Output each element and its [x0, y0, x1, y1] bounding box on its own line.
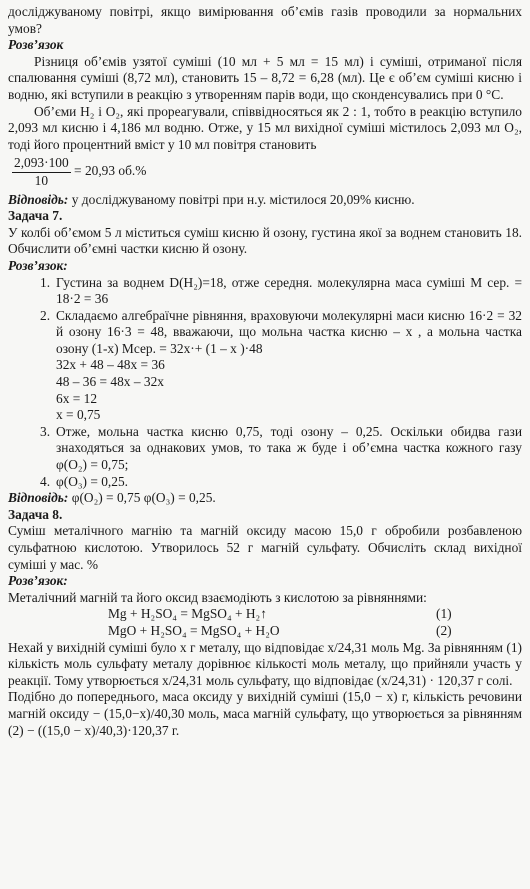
answer-2	[8, 490, 522, 507]
list-item-text-1: Густина за воднем D(H₂)=18, отже середня. молекулярна маса суміші M сер. = 18·2 = 36	[56, 274, 522, 307]
answer-text-2: φ(O₂) = 0,75 φ(O₃) = 0,25.	[68, 490, 216, 506]
reaction-intro: Металічний магній та його оксид взаємодіють з кислотою за рівняннями:	[8, 589, 427, 605]
solution-heading-1: Розв’язок	[8, 37, 64, 53]
reaction-1-number: (1)	[436, 606, 452, 622]
reaction-1-formula: Mg + H₂SO₄ = MgSO₄ + H₂↑	[108, 606, 267, 622]
solution-heading-2: Розв’язок:	[8, 257, 68, 273]
percent-formula	[8, 155, 522, 189]
answer-label-1: Відповідь:	[8, 191, 69, 207]
equation-line: 6x = 12	[56, 390, 98, 406]
fraction	[12, 155, 71, 189]
list-item: 2. Складаємо алгебраїчне рівняння, враховуючи молекулярні маси кисню 16·2 = 32 й озону 16·3 = 48, вважаючи, що мольна частка кисню – x , а мольна частка озону (1-x) Mсер. = 32x·+ (1 – x )·48	[40, 307, 522, 356]
task-7-text: У колбі об’ємом 5 л міститься суміш кисню й озону, густина якої за воднем становить 18. Обчислити об’ємні частки кисню й озону.	[8, 224, 522, 257]
list-item: 1. Густина за воднем D(H₂)=18, отже середня. молекулярна маса суміші M сер. = 18·2 = 36	[40, 274, 522, 307]
solution-heading-3: Розв’язок:	[8, 573, 68, 589]
fraction-result: = 20,93 об.%	[74, 163, 147, 179]
reaction-2	[8, 623, 522, 640]
equation-line: 48 – 36 = 48x – 32x	[56, 374, 164, 390]
solution-paragraph-4: Подібно до попереднього, маса оксиду у вихідній суміші (15,0 − x) г, кількість речовини магній оксиду − (15,0−x)/40,30 моль, маса магній сульфату, що утворюється за рівнянням (2) − ((15,0 − x)/40,3)·120,37 г.	[8, 689, 522, 738]
fraction-numerator: 2,093·100	[12, 155, 71, 173]
answer-label-2: Відповідь:	[8, 490, 69, 506]
reaction-2-number: (2)	[436, 622, 452, 638]
task-8-heading: Задача 8.	[8, 506, 63, 522]
solution-paragraph-2: Об’єми H₂ і O₂, які прореагували, співвідносяться як 2 : 1, тобто в реакцію вступило 2,093 мл кисню і 4,186 мл водню. Отже, у 15 мл вихідної суміші містилось 2,093 мл O₂, тоді його процентний вміст у 10 мл повітря становить	[8, 103, 522, 152]
task-7-heading: Задача 7.	[8, 208, 63, 224]
solution-paragraph-1: Різниця об’ємів узятої суміші (10 мл + 5 мл = 15 мл) і суміші, отриманої після спалювання суміші (8,72 мл), становить 15 – 8,72 = 6,28 (мл). Це є об’єм суміші кисню і водню, які вступили в реакцію з утворенням парів води, що сконденсувались при 0 °С.	[8, 53, 522, 102]
list-item-text-3: Отже, мольна частка кисню 0,75, тоді озону – 0,25. Оскільки обидва гази знаходяться за однакових умов, то така ж буде і об’ємна частка кожного газу φ(O₂) = 0,75;	[56, 423, 522, 473]
solution-paragraph-3: Нехай у вихідній суміші було x г металу, що відповідає x/24,31 моль Mg. За рівнянням (1) кількість моль сульфату металу дорівнює кількості моль металу, що прийняли участь у реакції. Тому утворюється x/24,31 моль сульфату, що відповідає (x/24,31) · 120,37 г солі.	[8, 639, 522, 688]
intro-paragraph: досліджуваному повітрі, якщо вимірювання об’ємів газів проводили за нормальних умов?	[8, 4, 522, 36]
answer-text-1: у досліджуваному повітрі при н.у. містилося 20,09% кисню.	[68, 191, 415, 207]
list-item: 4. φ(O₃) = 0,25.	[40, 473, 129, 489]
equation-line: x = 0,75	[56, 407, 101, 423]
fraction-denominator: 10	[34, 172, 49, 188]
equation-line: 32x + 48 – 48x = 36	[56, 357, 165, 373]
reaction-2-formula: MgO + H₂SO₄ = MgSO₄ + H₂O	[108, 622, 280, 638]
list-item-text-4: φ(O₃) = 0,25.	[56, 473, 129, 489]
reaction-1	[8, 606, 522, 623]
list-item-text-2: Складаємо алгебраїчне рівняння, враховуючи молекулярні маси кисню 16·2 = 32 й озону 16·3 = 48, вважаючи, що мольна частка кисню – x , а мольна частка озону (1-x) Mсер. = 32x·+ (1 – x )·48	[56, 307, 522, 356]
answer-1	[8, 192, 522, 209]
list-item: 3. Отже, мольна частка кисню 0,75, тоді озону – 0,25. Оскільки обидва гази знаходяться за однакових умов, то така ж буде і об’ємна частка кожного газу φ(O₂) = 0,75;	[40, 423, 522, 473]
task-8-text: Суміш металічного магнію та магній оксиду масою 15,0 г обробили розбавленою сульфатною кислотою. Утворилось 52 г магній сульфату. Обчисліть склад вихідної суміші у мас. %	[8, 523, 522, 572]
